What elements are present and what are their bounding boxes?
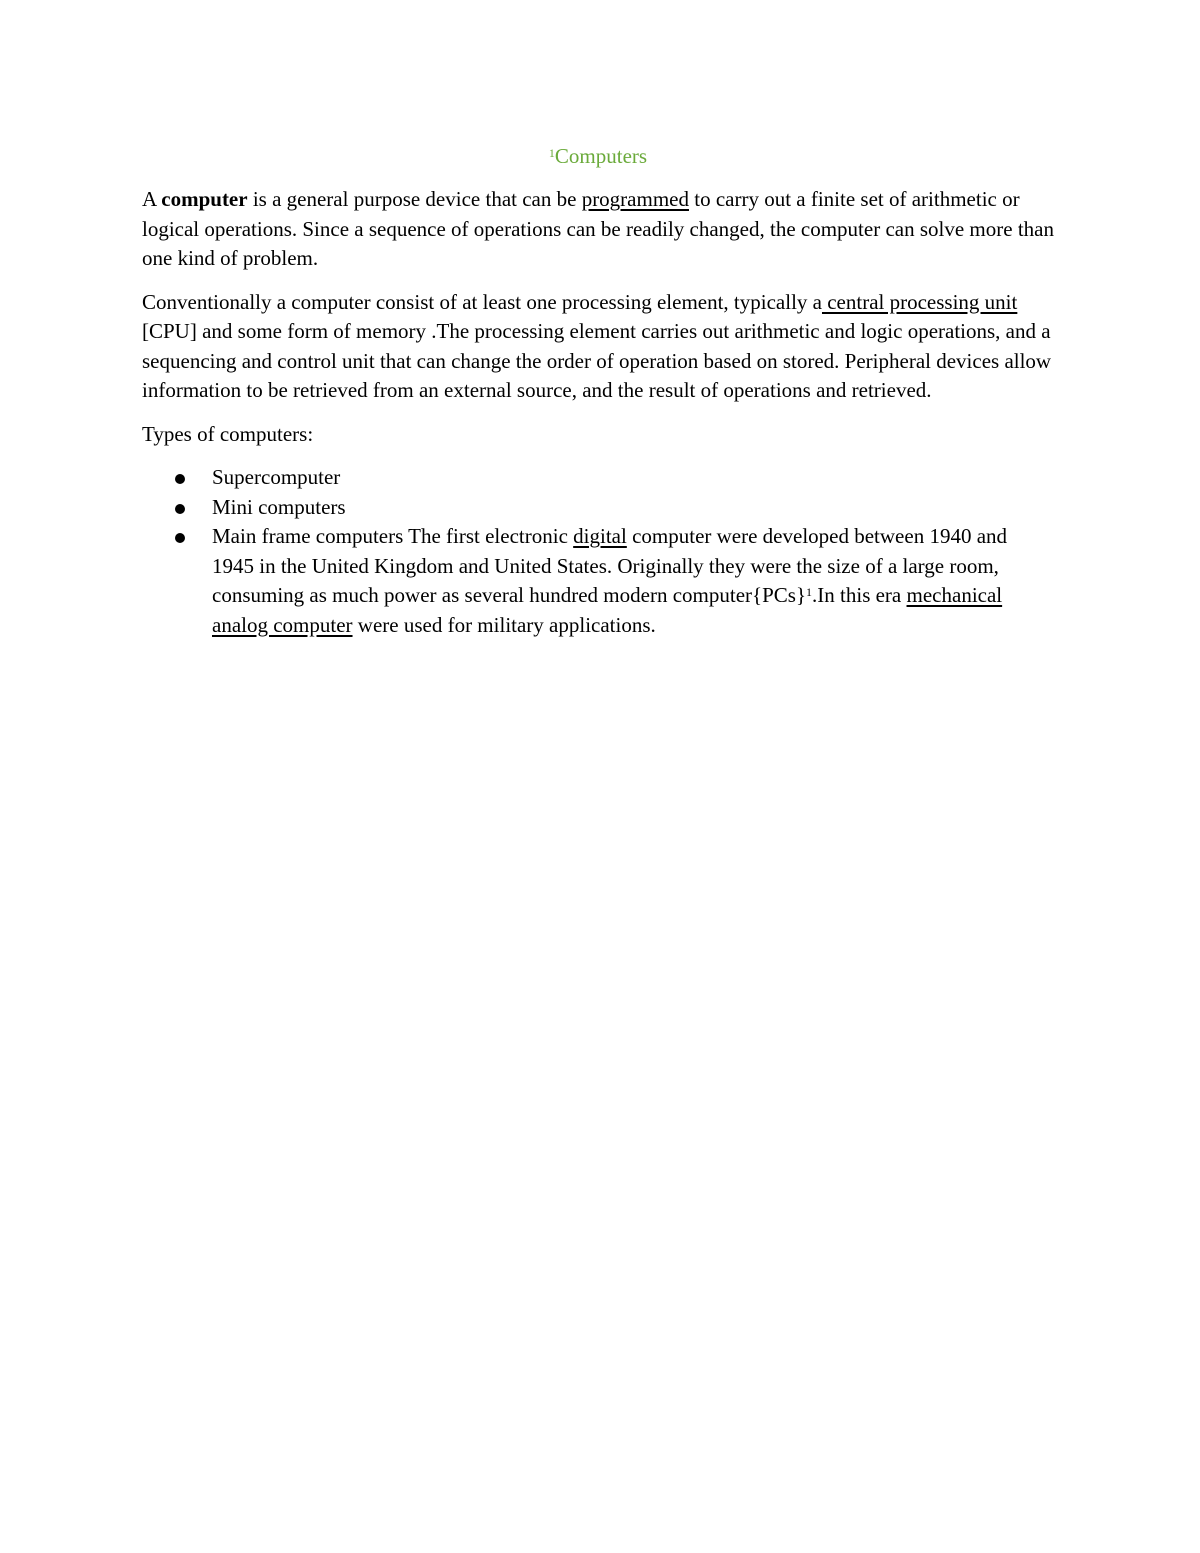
bullet-icon <box>175 533 185 543</box>
text-run: [CPU] and some form of memory .The processing element carries out arithmetic and logic operations, and a sequencing and control unit that can change the order of operation based on stored. Peripheral devices allow information to be retrieved from an external source, and the result of operations and retrieved. <box>142 319 1052 402</box>
link-mechanical-analog-computer[interactable]: mechanical analog computer <box>212 583 1003 637</box>
text-run: .In this era <box>812 583 907 607</box>
text-run: Main frame computers The first electronic <box>212 524 574 548</box>
link-digital[interactable]: digital <box>573 524 627 548</box>
title-text: Computers <box>554 144 648 168</box>
text-run: Conventionally a computer consist of at least one processing element, typically a <box>142 289 822 314</box>
link-programmed[interactable]: programmed <box>581 187 689 211</box>
list-item <box>142 463 1054 493</box>
document-body <box>142 142 1054 640</box>
text-run: A <box>142 187 162 211</box>
types-list <box>142 463 1054 640</box>
text-run: were used for military applications. <box>352 612 656 637</box>
title-footnote-marker: 1 <box>548 146 555 160</box>
list-item-text: Supercomputer <box>212 465 341 489</box>
text-run: computer were developed between 1940 and 1945 in the United Kingdom and United States. Originally they were the size of a large room, consuming as much power as several hundred modern computer{PCs} <box>212 524 1008 607</box>
document-title <box>142 142 1054 171</box>
types-heading: Types of computers: <box>142 421 314 446</box>
bold-term-computer: computer <box>161 187 248 211</box>
text-run: is a general purpose device that can be <box>247 187 582 211</box>
list-item <box>142 493 1054 523</box>
bullet-icon <box>175 504 185 514</box>
paragraph-conventionally <box>142 288 1054 406</box>
bullet-icon <box>175 474 185 484</box>
footnote-marker: 1 <box>806 585 813 599</box>
list-item-text: Mini computers <box>212 494 346 519</box>
paragraph-definition <box>142 185 1054 274</box>
list-item <box>142 522 1054 640</box>
link-central-processing-unit[interactable]: central processing unit <box>821 289 1018 314</box>
text-run: to carry out a finite set of arithmetic or logical operations. Since a sequence of operations can be readily changed, the computer can solve more than one kind of problem. <box>142 187 1054 270</box>
